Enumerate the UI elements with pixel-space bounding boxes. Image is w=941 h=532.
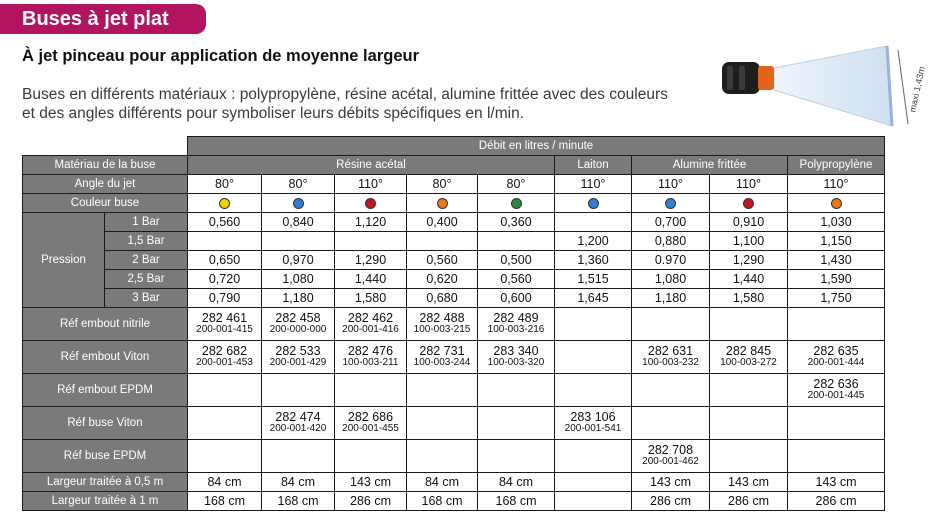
reference-code: 282 682 — [201, 344, 248, 358]
nozzle-color-dot-icon — [665, 198, 676, 209]
table-row — [23, 270, 885, 289]
width-value-cell: 286 cm — [632, 492, 710, 511]
reference-cell — [407, 440, 478, 473]
description-line-1: Buses en différents matériaux : polypropylène, résine acétal, alumine frittée avec des couleurs — [22, 86, 668, 103]
flow-value-cell: 0,560 — [478, 270, 555, 289]
width-value-cell: 143 cm — [710, 473, 788, 492]
reference-cell — [478, 374, 555, 407]
nozzle-spec-table — [22, 136, 885, 511]
nozzle-color-dot-icon — [293, 198, 304, 209]
material-header: Polypropylène — [788, 156, 885, 175]
flow-value-cell: 1,080 — [262, 270, 335, 289]
flow-value-cell: 1,750 — [788, 289, 885, 308]
reference-cell — [478, 407, 555, 440]
reference-cell — [262, 407, 335, 440]
reference-code: 282 636 — [813, 377, 859, 391]
reference-code: 282 845 — [725, 344, 772, 358]
flow-value-cell: 0,910 — [710, 213, 788, 232]
table-row — [23, 175, 885, 194]
reference-cell — [555, 440, 632, 473]
reference-cell — [407, 407, 478, 440]
width-value-cell: 286 cm — [335, 492, 407, 511]
nozzle-color-dot-icon — [219, 198, 230, 209]
reference-cell — [788, 308, 885, 341]
table-row — [23, 473, 885, 492]
nozzle-color-dot-icon — [365, 198, 376, 209]
nozzle-color-dot-icon — [588, 198, 599, 209]
row-label-color: Couleur buse — [23, 194, 188, 213]
pressure-bar-label: 1 Bar — [105, 213, 188, 232]
material-header: Laiton — [555, 156, 632, 175]
flow-value-cell: 0,700 — [632, 213, 710, 232]
row-label-width: Largeur traitée à 1 m — [23, 492, 188, 511]
pressure-bar-label: 2 Bar — [105, 251, 188, 270]
flow-value-cell: 1,360 — [555, 251, 632, 270]
width-value-cell: 84 cm — [407, 473, 478, 492]
table-row — [23, 374, 885, 407]
angle-cell: 80° — [407, 175, 478, 194]
reference-cell — [335, 341, 407, 374]
reference-code: 282 533 — [275, 344, 321, 358]
reference-cell — [555, 374, 632, 407]
reference-article-number: 200-001-416 — [342, 324, 399, 335]
nozzle-color-dot-icon — [511, 198, 522, 209]
reference-code: 282 489 — [493, 311, 539, 325]
flow-value-cell: 0,840 — [262, 213, 335, 232]
reference-article-number: 100-003-320 — [487, 357, 545, 368]
reference-cell — [710, 374, 788, 407]
width-value-cell: 168 cm — [262, 492, 335, 511]
reference-code: 282 635 — [813, 344, 859, 358]
reference-cell — [335, 440, 407, 473]
reference-cell — [262, 341, 335, 374]
reference-article-number: 100-003-272 — [720, 357, 777, 368]
color-cell — [335, 194, 407, 213]
table-row — [23, 156, 885, 175]
flow-value-cell: 1,515 — [555, 270, 632, 289]
angle-cell: 110° — [335, 175, 407, 194]
reference-cell — [407, 308, 478, 341]
reference-cell — [407, 341, 478, 374]
color-cell — [188, 194, 262, 213]
color-cell — [407, 194, 478, 213]
reference-code: 282 458 — [275, 311, 321, 325]
width-value-cell: 143 cm — [632, 473, 710, 492]
reference-cell — [555, 308, 632, 341]
row-label-reference: Réf embout Viton — [23, 341, 188, 374]
reference-article-number: 200-001-541 — [564, 423, 622, 434]
nozzle-color-dot-icon — [743, 198, 754, 209]
reference-article-number: 100-003-216 — [487, 324, 545, 335]
nozzle-spray-illustration — [712, 44, 938, 132]
flow-value-cell — [188, 232, 262, 251]
reference-code: 283 106 — [570, 410, 616, 424]
reference-article-number: 100-003-232 — [642, 357, 699, 368]
table-row — [23, 341, 885, 374]
color-cell — [262, 194, 335, 213]
material-header: Résine acétal — [188, 156, 555, 175]
flow-value-cell: 1,580 — [335, 289, 407, 308]
pressure-bar-label: 1,5 Bar — [105, 232, 188, 251]
flow-value-cell: 0,560 — [407, 251, 478, 270]
reference-code: 282 631 — [647, 344, 694, 358]
section-subtitle: À jet pinceau pour application de moyenne largeur — [22, 47, 419, 65]
flow-value-cell: 1,440 — [710, 270, 788, 289]
flow-value-cell: 1,430 — [788, 251, 885, 270]
width-value-cell: 84 cm — [188, 473, 262, 492]
reference-cell — [188, 341, 262, 374]
angle-cell: 110° — [788, 175, 885, 194]
reference-cell — [262, 440, 335, 473]
reference-article-number: 100-003-211 — [342, 357, 399, 368]
flow-value-cell — [407, 232, 478, 251]
width-value-cell: 286 cm — [788, 492, 885, 511]
reference-cell — [335, 374, 407, 407]
flow-value-cell: 0,970 — [262, 251, 335, 270]
row-label-width: Largeur traitée à 0,5 m — [23, 473, 188, 492]
reference-cell — [262, 308, 335, 341]
nozzle-spray-width-caption: maxi 1,43m — [907, 65, 927, 114]
table-row — [23, 440, 885, 473]
reference-cell — [788, 440, 885, 473]
width-value-cell: 84 cm — [262, 473, 335, 492]
table-row — [23, 194, 885, 213]
reference-article-number: 200-001-429 — [269, 357, 327, 368]
width-value-cell: 168 cm — [478, 492, 555, 511]
width-value-cell: 84 cm — [478, 473, 555, 492]
flow-value-cell: 0,360 — [478, 213, 555, 232]
reference-cell — [632, 308, 710, 341]
row-label-reference: Réf embout nitrile — [23, 308, 188, 341]
reference-cell — [555, 407, 632, 440]
flow-value-cell: 1,290 — [335, 251, 407, 270]
reference-cell — [632, 407, 710, 440]
width-value-cell: 168 cm — [407, 492, 478, 511]
color-cell — [788, 194, 885, 213]
flow-value-cell — [478, 232, 555, 251]
reference-code: 282 686 — [347, 410, 394, 424]
width-value-cell: 286 cm — [710, 492, 788, 511]
flow-value-cell: 0,680 — [407, 289, 478, 308]
row-label-reference: Réf embout EPDM — [23, 374, 188, 407]
table-row — [23, 289, 885, 308]
row-label-material: Matériau de la buse — [23, 156, 188, 175]
section-banner: Buses à jet plat — [0, 4, 206, 34]
reference-code: 282 708 — [647, 443, 694, 457]
reference-cell — [788, 374, 885, 407]
reference-code: 282 488 — [419, 311, 465, 325]
flow-value-cell: 1,180 — [632, 289, 710, 308]
reference-cell — [632, 341, 710, 374]
reference-cell — [788, 341, 885, 374]
flow-value-cell: 0,620 — [407, 270, 478, 289]
nozzle-color-dot-icon — [831, 198, 842, 209]
reference-cell — [188, 374, 262, 407]
nozzle-color-dot-icon — [437, 198, 448, 209]
row-label-pressure: Pression — [23, 213, 105, 308]
color-cell — [478, 194, 555, 213]
reference-cell — [710, 308, 788, 341]
table-row — [23, 492, 885, 511]
description-line-2: et des angles différents pour symboliser leurs débits spécifiques en l/min. — [22, 105, 525, 122]
reference-cell — [478, 341, 555, 374]
width-value-cell — [555, 492, 632, 511]
empty-corner-cell — [23, 137, 188, 156]
product-description — [22, 85, 712, 123]
flow-value-cell: 0,600 — [478, 289, 555, 308]
flow-value-cell: 1,080 — [632, 270, 710, 289]
pressure-bar-label: 3 Bar — [105, 289, 188, 308]
width-value-cell — [555, 473, 632, 492]
table-row — [23, 308, 885, 341]
angle-cell: 110° — [710, 175, 788, 194]
reference-cell — [478, 308, 555, 341]
color-cell — [710, 194, 788, 213]
reference-article-number: 100-003-244 — [413, 357, 471, 368]
row-label-angle: Angle du jet — [23, 175, 188, 194]
reference-article-number: 200-001-420 — [269, 423, 327, 434]
reference-cell — [407, 374, 478, 407]
angle-cell: 110° — [632, 175, 710, 194]
width-value-cell: 143 cm — [788, 473, 885, 492]
reference-cell — [632, 440, 710, 473]
reference-cell — [188, 440, 262, 473]
flow-value-cell: 1,120 — [335, 213, 407, 232]
flow-value-cell: 1,440 — [335, 270, 407, 289]
reference-article-number: 200-000-000 — [269, 324, 327, 335]
color-cell — [632, 194, 710, 213]
table-row — [23, 251, 885, 270]
flow-value-cell: 0,500 — [478, 251, 555, 270]
width-value-cell: 143 cm — [335, 473, 407, 492]
reference-cell — [335, 308, 407, 341]
table-row — [23, 213, 885, 232]
reference-article-number: 100-003-215 — [413, 324, 471, 335]
reference-code: 282 476 — [347, 344, 394, 358]
reference-code: 282 731 — [419, 344, 465, 358]
reference-cell — [710, 440, 788, 473]
flow-value-cell: 0,560 — [188, 213, 262, 232]
reference-cell — [188, 407, 262, 440]
reference-cell — [478, 440, 555, 473]
reference-cell — [788, 407, 885, 440]
angle-cell: 110° — [555, 175, 632, 194]
table-row — [23, 232, 885, 251]
row-label-reference: Réf buse Viton — [23, 407, 188, 440]
reference-code: 283 340 — [493, 344, 539, 358]
row-label-reference: Réf buse EPDM — [23, 440, 188, 473]
reference-cell — [710, 341, 788, 374]
flow-value-cell: 1,645 — [555, 289, 632, 308]
angle-cell: 80° — [478, 175, 555, 194]
flow-value-cell: 0.970 — [632, 251, 710, 270]
flow-value-cell: 1,150 — [788, 232, 885, 251]
flow-value-cell — [335, 232, 407, 251]
reference-cell — [188, 308, 262, 341]
material-header: Alumine frittée — [632, 156, 788, 175]
reference-code: 282 461 — [201, 311, 248, 325]
flow-value-cell — [262, 232, 335, 251]
reference-cell — [555, 341, 632, 374]
flow-value-cell: 1,580 — [710, 289, 788, 308]
reference-article-number: 200-001-415 — [196, 324, 253, 335]
reference-code: 282 474 — [275, 410, 321, 424]
flow-value-cell: 1,100 — [710, 232, 788, 251]
reference-cell — [335, 407, 407, 440]
flow-value-cell: 0,650 — [188, 251, 262, 270]
flow-value-cell: 1,590 — [788, 270, 885, 289]
reference-article-number: 200-001-462 — [642, 456, 699, 467]
flow-value-cell — [555, 213, 632, 232]
debit-header: Débit en litres / minute — [188, 137, 885, 156]
angle-cell: 80° — [188, 175, 262, 194]
flow-value-cell: 1,200 — [555, 232, 632, 251]
reference-cell — [710, 407, 788, 440]
flow-value-cell: 0,790 — [188, 289, 262, 308]
flow-value-cell: 1,030 — [788, 213, 885, 232]
reference-article-number: 200-001-444 — [807, 357, 865, 368]
table-row — [23, 137, 885, 156]
reference-article-number: 200-001-445 — [807, 390, 865, 401]
table-row — [23, 407, 885, 440]
reference-code: 282 462 — [347, 311, 394, 325]
angle-cell: 80° — [262, 175, 335, 194]
reference-article-number: 200-001-455 — [342, 423, 399, 434]
color-cell — [555, 194, 632, 213]
reference-cell — [262, 374, 335, 407]
reference-cell — [632, 374, 710, 407]
flow-value-cell: 0,880 — [632, 232, 710, 251]
pressure-bar-label: 2,5 Bar — [105, 270, 188, 289]
flow-value-cell: 1,290 — [710, 251, 788, 270]
reference-article-number: 200-001-453 — [196, 357, 253, 368]
flow-value-cell: 0,720 — [188, 270, 262, 289]
width-value-cell: 168 cm — [188, 492, 262, 511]
flow-value-cell: 1,180 — [262, 289, 335, 308]
flow-value-cell: 0,400 — [407, 213, 478, 232]
